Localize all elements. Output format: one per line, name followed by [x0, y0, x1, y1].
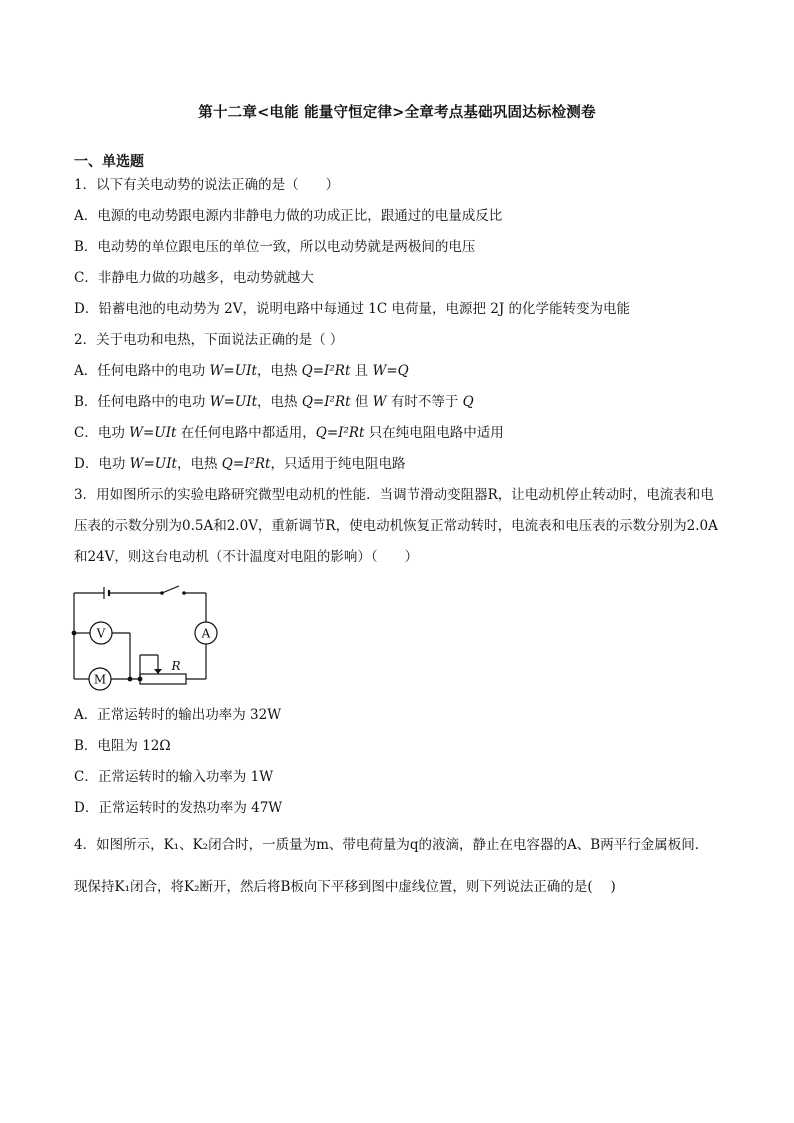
- q1-option-a: A．电源的电动势跟电源内非静电力做的功成正比，跟通过的电量成反比: [74, 208, 503, 224]
- q3-option-a: A．正常运转时的输出功率为 32W: [74, 707, 282, 723]
- q4-stem-line1: 4．如图所示，K₁、K₂闭合时，一质量为m、带电荷量为q的液滴，静止在电容器的A、B两平行金属板间．: [74, 837, 709, 853]
- motor-label: M: [93, 672, 107, 687]
- q1-option-c: C．非静电力做的功越多，电动势就越大: [74, 270, 314, 286]
- rheostat-label: R: [171, 659, 181, 673]
- q3-option-c: C．正常运转时的输入功率为 1W: [74, 769, 274, 785]
- q4-stem-line2: 现保持K₁闭合，将K₂断开，然后将B板向下平移到图中虚线位置，则下列说法正确的是( ): [74, 879, 616, 895]
- page-title: 第十二章<电能 能量守恒定律>全章考点基础巩固达标检测卷: [198, 104, 596, 121]
- slider-arrow: [154, 669, 162, 674]
- ammeter-label: A: [201, 626, 211, 641]
- q3-option-b: B．电阻为 12Ω: [74, 738, 171, 754]
- q3-option-d: D．正常运转时的发热功率为 47W: [74, 800, 283, 816]
- q2-option-b: B．任何电路中的电功 W=UIt，电热 Q=I²Rt 但 W 有时不等于 Q: [74, 394, 474, 410]
- section-heading: 一、单选题: [74, 154, 144, 170]
- q2-option-d: D．电功 W=UIt，电热 Q=I²Rt，只适用于纯电阻电路: [74, 456, 406, 472]
- circuit-diagram: [66, 583, 226, 693]
- q2-option-c: C．电功 W=UIt 在任何电路中都适用，Q=I²Rt 只在纯电阻电路中适用: [74, 425, 504, 441]
- q1-stem: 1．以下有关电动势的说法正确的是（ ）: [74, 177, 340, 193]
- rheostat-body: [140, 674, 186, 684]
- voltmeter-label: V: [96, 626, 106, 641]
- q2-option-a: A．任何电路中的电功 W=UIt，电热 Q=I²Rt 且 W=Q: [74, 363, 409, 379]
- q3-stem: 3．用如图所示的实验电路研究微型电动机的性能．当调节滑动变阻器R，让电动机停止转动时，电流表和电压表的示数分别为0.5A和2.0V，重新调节R，使电动机恢复正常动转时，电流表和电压表的示数分别为2.0A和24V，则这台电动机（不计温度对电阻的影响）（ ）: [74, 487, 718, 565]
- q1-option-b: B．电动势的单位跟电压的单位一致，所以电动势就是两极间的电压: [74, 239, 476, 255]
- switch-blade: [162, 586, 179, 593]
- q2-stem: 2．关于电功和电热，下面说法正确的是（ ）: [74, 332, 344, 348]
- q1-option-d: D．铅蓄电池的电动势为 2V，说明电路中每通过 1C 电荷量，电源把 2J 的化学能转变为电能: [74, 301, 631, 317]
